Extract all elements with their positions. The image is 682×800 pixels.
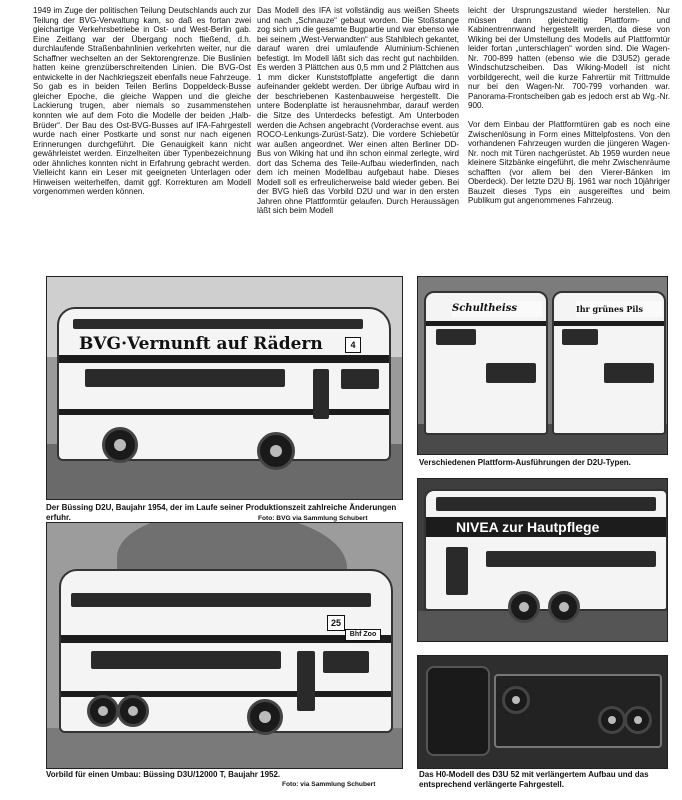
windshield — [323, 651, 369, 673]
bus-advert: Ihr grünes Pils — [576, 301, 662, 317]
bus-model-left — [424, 291, 548, 435]
wheel — [257, 432, 295, 470]
caption-photo-3: Vorbild für einen Umbau: Büssing D3U/12000 T, Baujahr 1952. — [46, 770, 281, 779]
photo-h0-model-d3u — [417, 478, 668, 642]
photo-d2u-platform-models — [417, 276, 668, 455]
bus-stripe — [61, 635, 391, 643]
bus-advert: Schultheiss — [452, 301, 542, 317]
destination-sign: Bhf Zoo — [345, 629, 381, 641]
photo-d3u-prototype — [46, 522, 403, 769]
route-number: 25 — [327, 615, 345, 631]
text-column-2 — [257, 6, 459, 216]
window — [604, 363, 654, 383]
paragraph: leicht der Ursprungszustand wieder herstellen. Nur müssen dann gleichzeitig Plattform- und Kabinentrennwand hergestellt werden, da diese von Wiking bei der Umstellung des Modells auf Plattformtür leider fortan „unterschlagen“ worden sind. Die Wagen-Nr. 700-899 hatten (ebenso wie die D3U52) gerade Windschutzscheiben. Das Wiking-Modell ist nicht vorbildgerecht, weil die kurze Fahrertür mit Trittmulde nur bei den Wagen-Nr. 700-799 vorhanden war. Panorama-Frontscheiben gab es jedoch erst ab Wg.-Nr. 900. — [468, 6, 670, 111]
photo-ground — [47, 728, 402, 768]
bus-advert: BVG·Vernunft auf Rädern — [79, 334, 323, 354]
bus-stripe — [59, 355, 389, 363]
text-column-3 — [468, 6, 670, 206]
bus-stripe — [426, 321, 546, 326]
photo-credit-3: Foto: via Sammlung Schubert — [282, 781, 376, 788]
windshield — [341, 369, 379, 389]
door — [313, 369, 329, 419]
paragraph: 1949 im Zuge der politischen Teilung Deutschlands auch zur Teilung der BVG-Verwaltung kam, so daß es fortan zwei gleichartige Verkehrsbetriebe in Ost- und West-Berlin gab. Eine Zeitlang war der Übergang noch fließend, d.h. durchlaufende Straßenbahnlinien verkehrten weiter, nur die Schaffner wechselten an der Sektorengrenze. Die Buslinien hatten keine grenzüberschreitenden Linien. Die BVG-Ost entwickelte in der Nachkriegszeit ebenfalls neue Fahrzeuge. So gab es in beiden Teilen Berlins Doppeldeck-Busse gleicher Epoche, die gleiche Wappen und die gleiche Lackierung trugen, aber niemals so zusammenstehen konnten wie auf dem Foto die Modelle der beiden „Halb-Brüder“. Der Bau des Ost-BVG-Busses auf IFA-Fahrgestell wurde nach einer Postkarte und sonst nur nach eigenen Erinnerungen durchgeführt. Die Genauigkeit kann nicht gewährleistet werden. Einzelheiten über Typenbezeichnung oder ähnliches konnten nicht in Erfahrung gebracht werden. Vielleicht kann ein Leser mit geeigneten Unterlagen oder Hinweisen weiterhelfen, damit ggf. Korrekturen am Modell vorgenommen werden können. — [33, 6, 251, 197]
wheel — [247, 699, 283, 735]
door — [297, 651, 315, 711]
window — [562, 329, 598, 345]
wheel — [624, 706, 652, 734]
photo-chassis — [417, 655, 668, 769]
caption-photo-4: Das H0-Modell des D3U 52 mit verlängertem Aufbau und das entsprechend verlängerte Fahrgestell. — [419, 770, 649, 789]
photo-ground — [418, 611, 667, 641]
wheel — [87, 695, 119, 727]
photo-bvg-d2u-bus — [46, 276, 403, 500]
bus-model — [424, 489, 668, 611]
wheel — [598, 706, 626, 734]
bus-stripe — [554, 321, 664, 326]
bus-advert: NIVEA zur Hautpflege — [456, 519, 600, 535]
upper-windows — [73, 319, 363, 329]
caption-photo-2: Verschiedenen Plattform-Ausführungen der D2U-Typen. — [419, 458, 631, 467]
wheel — [117, 695, 149, 727]
caption-photo-1: Der Büssing D2U, Baujahr 1954, der im Laufe seiner Produktionszeit zahlreiche Änderungen erfuhr. — [46, 503, 397, 522]
paragraph: Das Modell des IFA ist vollständig aus weißen Sheets und nach „Schnauze“ gebaut worden. Die Stoßstange zog sich um die gesamte Bugpartie und war ebenso wie bei seinem „West-Verwandten“ aus Stahlblech gekantet, darauf waren drei umlaufende Aluminium-Schienen befestigt. Im Modell läßt sich das recht gut nachbilden. Es werden 3 Plättchen aus 0,5 mm und 2 Plättchen aus 1 mm dicker Kunststoffplatte angefertigt die dann aufeinander geklebt werden. Der übrige Aufbau wird in der beschriebenen Kastenbauweise hergestellt. Die untere Bodenplatte ist herausnehmbar, darauf werden die Sitze des Unterdecks befestigt. Am Unterboden werden die Achsen angebracht (Vorderachse event. aus ROCO-Lenkungs-Zurüst-Satz). Die vordere Schiebetür war außen angeordnet. Wer einen alten Berliner DD-Bus von Wiking hat und ihn schon einmal zerlegte, wird dort das Schema des Teile-Aufbau wiederfinden, nach dem ich meinen Modellbau aufgebaut habe. Dieses Modell soll es erfreulicherweise bald wieder geben. Bei der BVG hieß das Vorbild D2U und war in den ersten Jahren ohne Plattformtür gelaufen. Durch Heraussägen läßt sich beim Modell — [257, 6, 459, 216]
bus-stripe — [59, 409, 389, 415]
lower-windows — [91, 651, 281, 669]
wheel — [502, 686, 530, 714]
door — [446, 547, 468, 595]
text-column-1 — [33, 6, 251, 197]
upper-windows — [71, 593, 371, 607]
route-number: 4 — [345, 337, 361, 353]
wheel — [508, 591, 540, 623]
lower-windows — [85, 369, 285, 387]
lower-windows — [486, 551, 656, 567]
paragraph: Vor dem Einbau der Plattformtüren gab es noch eine Zwischenlösung in Form eines Mittelpfostens. Von den vorhandenen Fahrzeugen wurden die jüngeren Wagen-Nr. noch mit Türen nachgerüstet. Ab 1959 wurden neue kleinere Sitzbänke eingeführt, die mehr Zwischenräume schafften (vor allem bei den Vierer-Bänken im Oberdeck). Der letzte D2U Bj. 1961 war noch 10jähriger Bauzeit dieses Typs ein ausgereiftes und beim Publikum gut angenommenes Fahrzeug. — [468, 120, 670, 206]
wheel — [102, 427, 138, 463]
window — [436, 329, 476, 345]
upper-windows — [436, 497, 656, 511]
bus-body-side — [426, 666, 490, 756]
photo-credit-1: Foto: BVG via Sammlung Schubert — [258, 515, 368, 522]
wheel — [548, 591, 580, 623]
bus-model-right — [552, 291, 666, 435]
window — [486, 363, 536, 383]
